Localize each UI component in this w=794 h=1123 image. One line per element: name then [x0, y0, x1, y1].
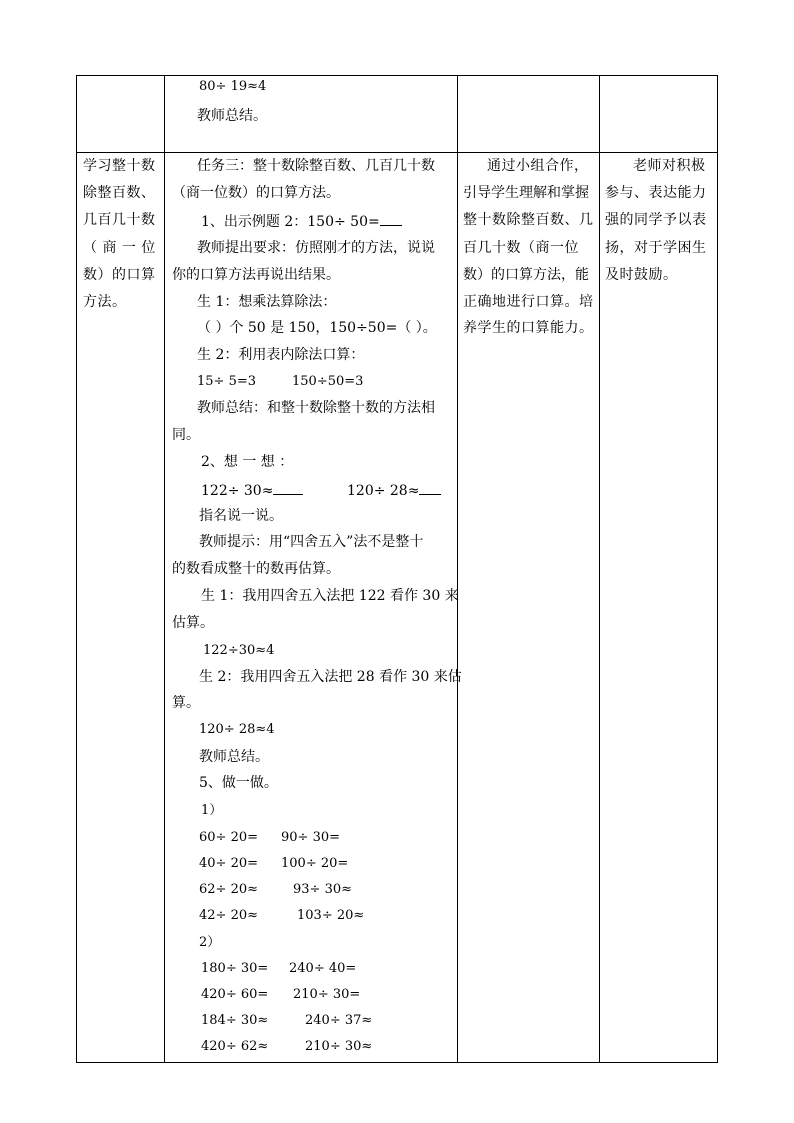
exercise-item: 420÷ 62≈: [201, 1039, 269, 1054]
content-line: 教师总结。: [199, 749, 269, 765]
content-line: 80÷ 19≈4: [199, 79, 267, 94]
evaluation-line: 扬，对于学困生: [605, 240, 707, 256]
content-line: 生 2：我用四舍五入法把 28 看作 30 来估: [199, 669, 462, 685]
content-line: 生 1：想乘法算除法：: [197, 294, 337, 310]
column-divider-2: [457, 75, 458, 1063]
content-line: 估算。: [172, 615, 214, 631]
table-top-border: [76, 75, 718, 76]
content-line: [201, 211, 402, 231]
evaluation-line: 老师对积极: [633, 158, 706, 174]
content-line: 教师提出要求：仿照刚才的方法，说说: [197, 240, 435, 256]
exercise-item: 420÷ 60=: [201, 987, 269, 1002]
exercise-item: 93÷ 30≈: [293, 882, 353, 897]
evaluation-line: 强的同学予以表: [605, 212, 707, 228]
content-line: 算。: [172, 695, 200, 711]
topic-line: 几百几十数: [83, 212, 156, 228]
exercise-item: 184÷ 30≈: [201, 1013, 269, 1028]
content-line: （ ）个 50 是 150，150÷50=（ ）。: [197, 320, 437, 336]
topic-line: 学习整十数: [83, 158, 156, 174]
exercise-item: 210÷ 30≈: [305, 1039, 373, 1054]
content-line: （商一位数）的口算方法。: [172, 185, 340, 201]
content-line: 15÷ 5=3: [197, 374, 257, 389]
exercise-item: 210÷ 30=: [293, 987, 361, 1002]
content-line: 教师总结。: [197, 108, 267, 124]
exercise-item: 90÷ 30=: [281, 830, 341, 845]
content-line: 1）: [201, 803, 223, 818]
content-line: 指名说一说。: [199, 508, 283, 524]
evaluation-line: 及时鼓励。: [605, 267, 678, 283]
row-divider: [76, 152, 718, 153]
content-line: [347, 480, 441, 500]
content-line: 2）: [199, 935, 221, 950]
content-line: 教师总结：和整十数除整十数的方法相: [197, 400, 435, 416]
content-line: 同。: [172, 427, 200, 443]
intent-line: 正确地进行口算。培: [463, 294, 594, 310]
column-divider-3: [599, 75, 600, 1063]
answer-blank: [419, 480, 441, 495]
topic-line: 方法。: [83, 294, 127, 310]
table-right-border: [717, 75, 718, 1063]
content-line: 150÷50=3: [292, 374, 364, 389]
estimate-text: 122÷ 30≈: [201, 483, 274, 499]
table-bottom-border: [76, 1062, 718, 1063]
content-line: 5、做一做。: [199, 775, 278, 791]
estimate-text: 120÷ 28≈: [347, 483, 420, 499]
intent-line: 通过小组合作，: [487, 158, 589, 174]
content-line: 122÷30≈4: [203, 643, 275, 658]
exercise-item: 240÷ 37≈: [305, 1013, 373, 1028]
intent-line: 整十数除整百数、几: [463, 212, 594, 228]
intent-line: 数）的口算方法，能: [463, 267, 589, 283]
content-line: 任务三：整十数除整百数、几百几十数: [197, 158, 435, 174]
exercise-item: 40÷ 20=: [199, 856, 259, 871]
content-line: [201, 480, 303, 500]
content-line: 教师提示：用“四舍五入”法不是整十: [199, 534, 424, 550]
content-line: 生 2：利用表内除法口算：: [197, 347, 365, 363]
exercise-item: 42÷ 20≈: [199, 908, 259, 923]
content-line: 的数看成整十的数再估算。: [172, 561, 340, 577]
intent-line: 百几十数（商一位: [463, 240, 579, 256]
exercise-item: 60÷ 20=: [199, 830, 259, 845]
intent-line: 养学生的口算能力。: [463, 320, 594, 336]
topic-line: 数）的口算: [83, 267, 156, 283]
answer-blank: [273, 480, 303, 495]
table-left-border: [76, 75, 77, 1063]
evaluation-line: 参与、表达能力: [605, 185, 707, 201]
exercise-item: 180÷ 30=: [201, 961, 269, 976]
content-line: 生 1：我用四舍五入法把 122 看作 30 来: [201, 588, 459, 604]
topic-line: 除整百数、: [83, 185, 156, 201]
content-line: 2、想 一 想 ：: [201, 454, 294, 470]
exercise-item: 103÷ 20≈: [297, 908, 365, 923]
exercise-item: 240÷ 40=: [289, 961, 357, 976]
content-line: 你的口算方法再说出结果。: [172, 267, 340, 283]
column-divider-1: [164, 75, 165, 1063]
answer-blank: [380, 211, 402, 226]
exercise-item: 100÷ 20=: [281, 856, 349, 871]
topic-line: （ 商 一 位: [83, 240, 156, 256]
intent-line: 引导学生理解和掌握: [463, 185, 589, 201]
content-line: 120÷ 28≈4: [199, 722, 275, 737]
example-text: 1、出示例题 2：150÷ 50=: [201, 214, 380, 230]
exercise-item: 62÷ 20≈: [199, 882, 259, 897]
